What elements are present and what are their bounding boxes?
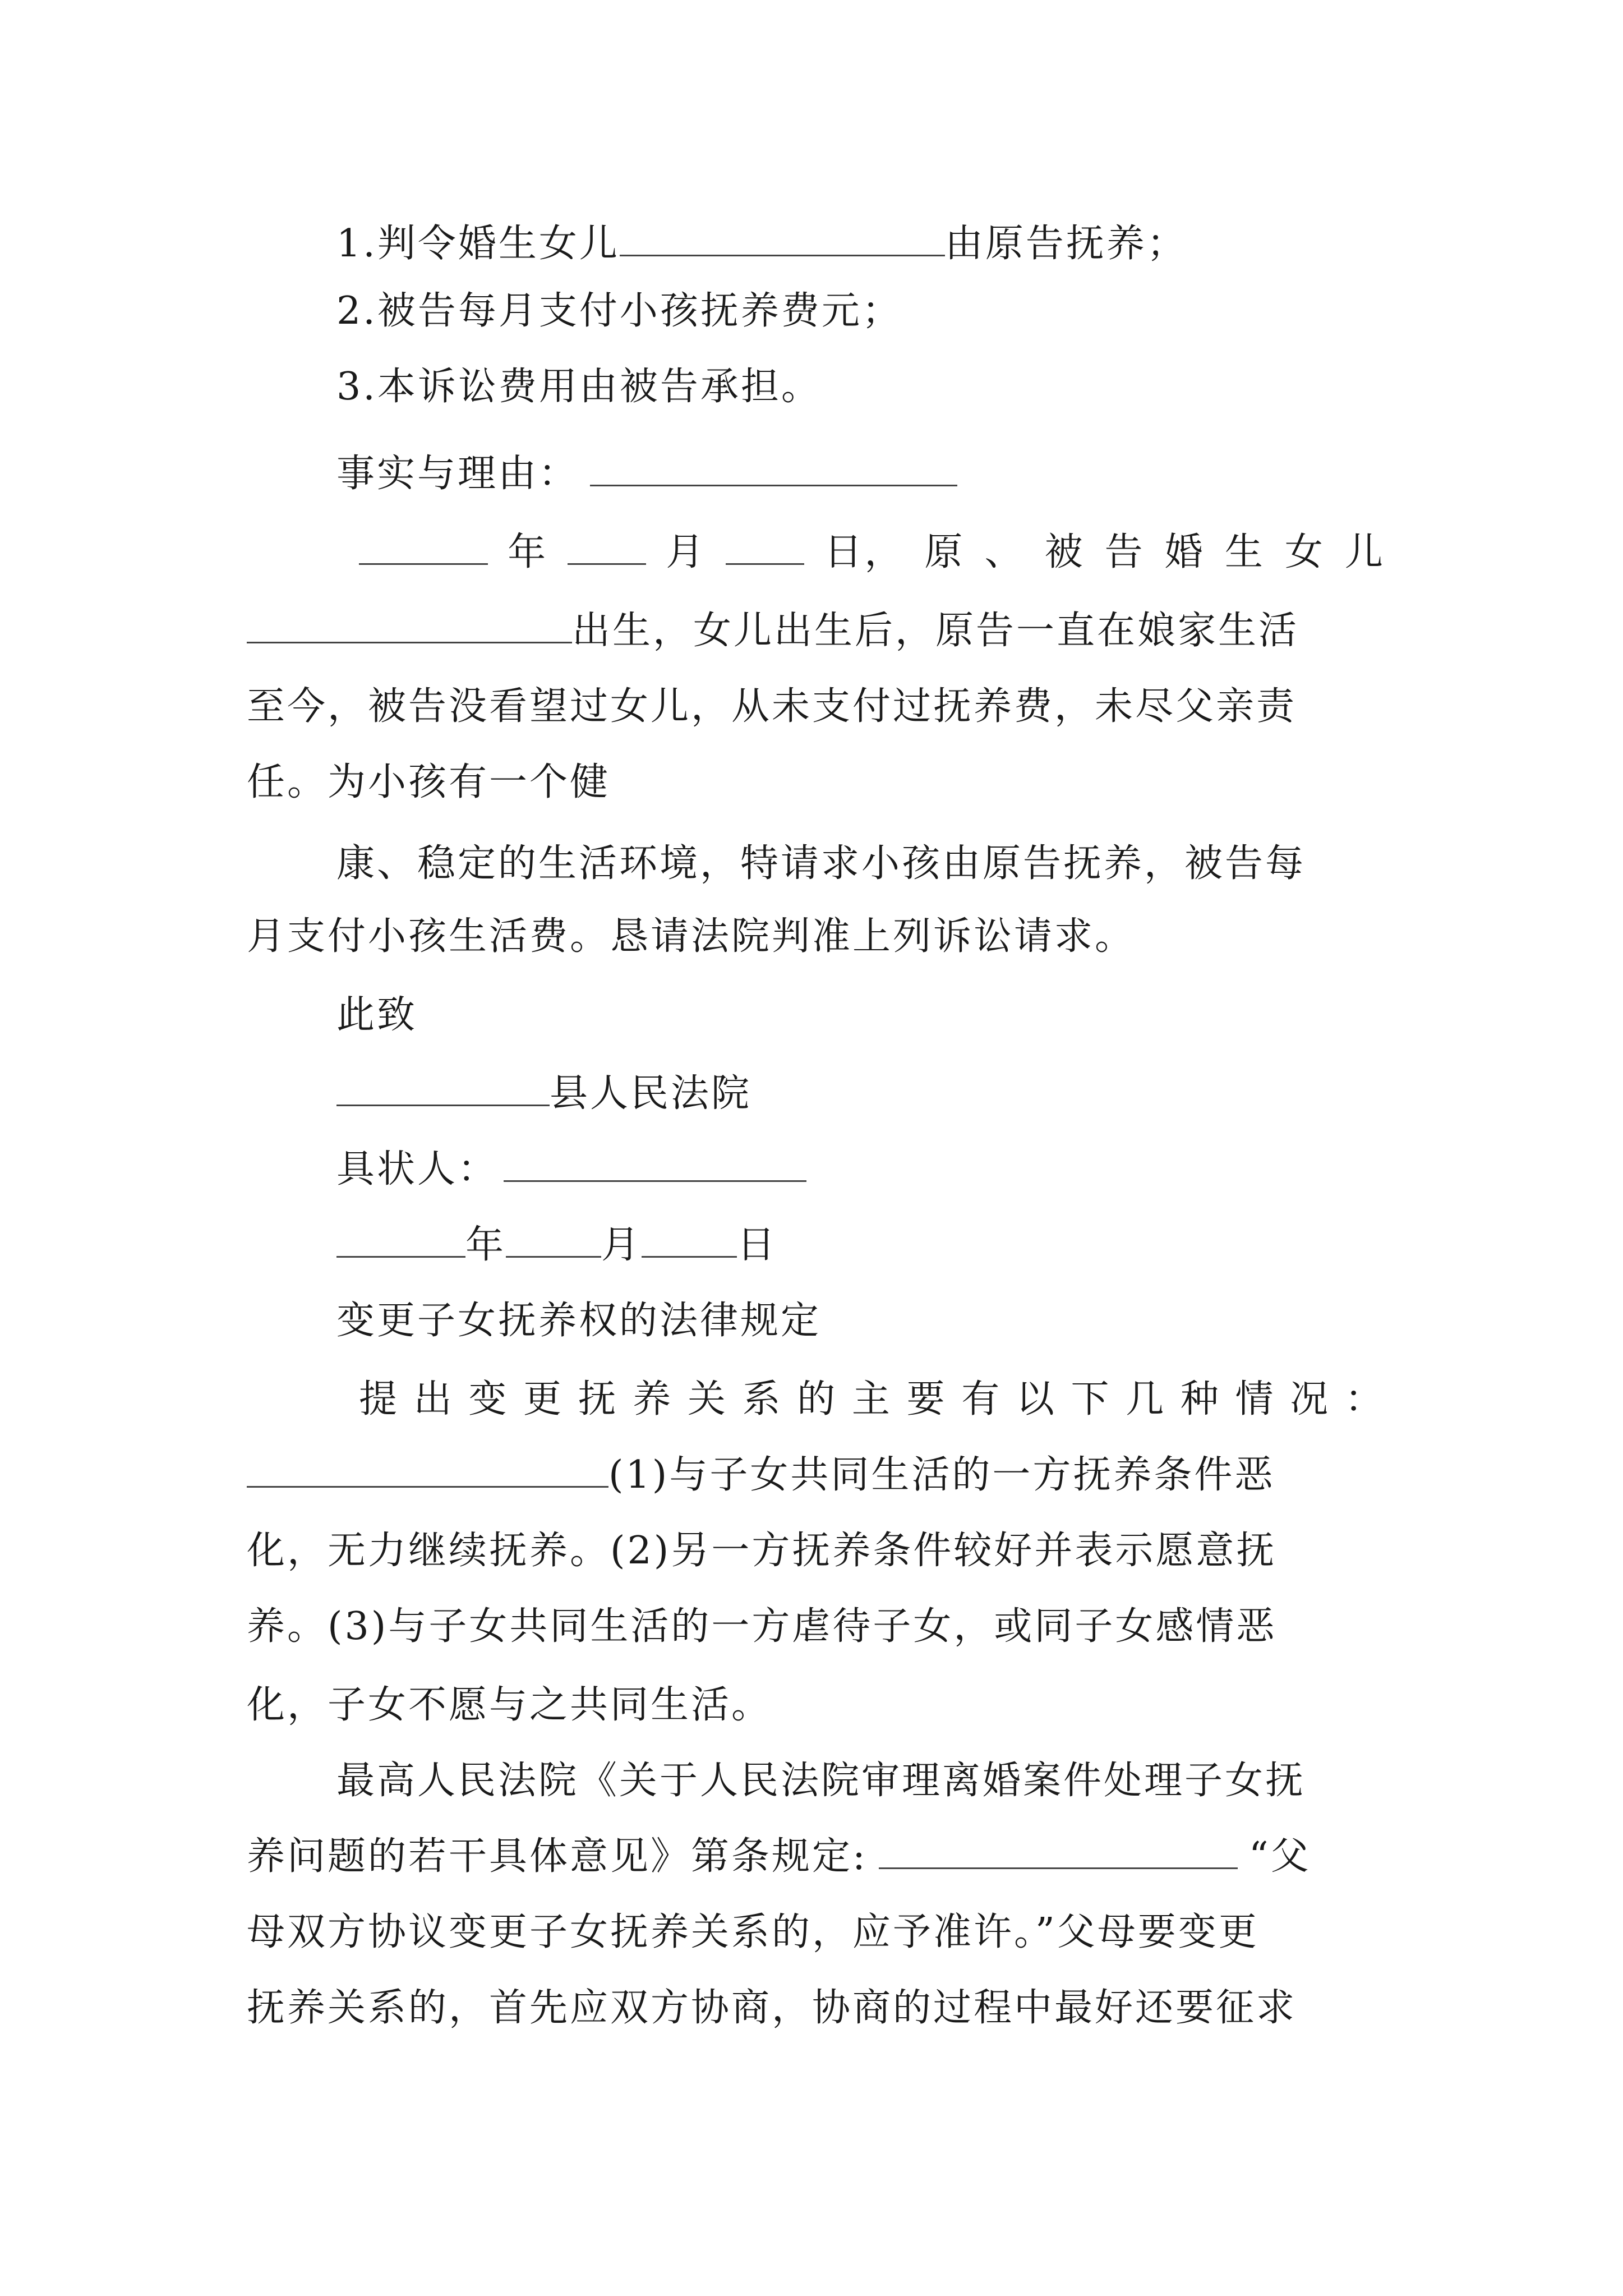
blank-month[interactable] <box>568 530 646 565</box>
date-line-char: 、 <box>984 530 1025 574</box>
request-item-1-text: 1.判令婚生女儿 <box>336 222 620 266</box>
intro-char: 变 <box>468 1377 509 1421</box>
law-line-2 <box>247 1826 1311 1888</box>
date-line-char: 生 <box>1224 530 1265 574</box>
blank-sign-year[interactable] <box>336 1222 465 1258</box>
fact-para-line-4: 任。为小孩有一个健 <box>247 760 611 804</box>
condition-line-1 <box>247 1444 1275 1506</box>
intro-char: 况 <box>1290 1377 1331 1421</box>
blank-year[interactable] <box>359 530 488 565</box>
year-char: 年 <box>508 530 548 574</box>
date-line-char: 被 <box>1044 530 1085 574</box>
intro-char: 关 <box>687 1377 728 1421</box>
condition-line-2: 化，无力继续抚养。(2)另一方抚养条件较好并表示愿意抚 <box>247 1529 1277 1573</box>
date-line-char: 女 <box>1284 530 1325 574</box>
closing-text: 此致 <box>336 993 418 1037</box>
intro-char: 情 <box>1235 1377 1276 1421</box>
intro-char: 几 <box>1126 1377 1166 1421</box>
blank-article[interactable] <box>879 1834 1238 1869</box>
law-line-1: 最高人民法院《关于人民法院审理离婚案件处理子女抚 <box>336 1759 1306 1803</box>
law-line-3: 母双方协议变更子女抚养关系的，应予准许。”父母要变更 <box>247 1910 1259 1954</box>
intro-char: 更 <box>523 1377 564 1421</box>
sign-date-line <box>336 1214 777 1276</box>
blank-county[interactable] <box>336 1071 550 1106</box>
birth-date-line <box>359 522 1385 583</box>
date-line-char: 原 <box>924 530 965 574</box>
condition-line-4: 化，子女不愿与之共同生活。 <box>247 1683 772 1727</box>
blank-daughter-name[interactable] <box>620 221 945 256</box>
date-line-char: 告 <box>1104 530 1145 574</box>
sign-month-char: 月 <box>601 1223 642 1267</box>
signer-label: 具状人： <box>336 1147 499 1191</box>
condition-line-3: 养。(3)与子女共同生活的一方虐待子女，或同子女感情恶 <box>247 1604 1277 1649</box>
fact-para2-line-1: 康、稳定的生活环境，特请求小孩由原告抚养，被告每 <box>336 841 1306 886</box>
request-item-2: 2.被告每月支付小孩抚养费元； <box>336 289 902 333</box>
court-line <box>336 1063 751 1125</box>
facts-heading <box>336 443 957 505</box>
sign-year-char: 年 <box>465 1223 506 1267</box>
intro-char: 抚 <box>578 1377 619 1421</box>
fact-para-line-2 <box>247 600 1299 662</box>
law-line-4: 抚养关系的，首先应双方协商，协商的过程中最好还要征求 <box>247 1986 1297 2030</box>
intro-char: 主 <box>851 1377 892 1421</box>
intro-char: 以 <box>1016 1377 1057 1421</box>
date-line-char: 儿 <box>1344 530 1385 574</box>
blank-sign-day[interactable] <box>642 1222 737 1258</box>
intro-char: 要 <box>906 1377 947 1421</box>
fact-para2-line-2: 月支付小孩生活费。恳请法院判准上列诉讼请求。 <box>247 914 1136 959</box>
intro-char: 的 <box>797 1377 838 1421</box>
intro-char: 出 <box>413 1377 454 1421</box>
law-line-2-text: 养问题的若干具体意见》第条规定: <box>247 1834 868 1879</box>
blank-birthplace[interactable] <box>247 608 572 643</box>
request-item-1-tail: 由原告抚养； <box>944 222 1187 266</box>
month-char: 月 <box>666 530 707 574</box>
condition-line-1-text: (1)与子女共同生活的一方抚养条件恶 <box>608 1453 1275 1497</box>
sign-day-char: 日 <box>737 1223 778 1267</box>
signer-line <box>336 1139 806 1200</box>
intro-char: 养 <box>633 1377 674 1421</box>
intro-char: ： <box>1344 1377 1385 1421</box>
section-intro <box>359 1369 1385 1430</box>
intro-char: 系 <box>742 1377 783 1421</box>
blank-day[interactable] <box>726 530 804 565</box>
blank-sign-month[interactable] <box>506 1222 601 1258</box>
fact-para-line-3: 至今，被告没看望过女儿，从未支付过抚养费，未尽父亲责 <box>247 684 1297 729</box>
day-char: 日， <box>824 530 905 574</box>
intro-char: 提 <box>359 1377 400 1421</box>
section-title: 变更子女抚养权的法律规定 <box>336 1299 822 1343</box>
law-line-2-tail: “父 <box>1248 1834 1311 1879</box>
blank-signer[interactable] <box>504 1147 806 1182</box>
request-item-3: 3.本诉讼费用由被告承担。 <box>336 365 822 409</box>
request-item-1 <box>336 213 1187 275</box>
intro-char: 有 <box>961 1377 1002 1421</box>
blank-facts[interactable] <box>590 451 957 486</box>
fact-para-line-2-text: 出生，女儿出生后，原告一直在娘家生活 <box>572 609 1299 653</box>
date-line-char: 婚 <box>1164 530 1205 574</box>
court-name: 县人民法院 <box>550 1071 752 1116</box>
blank-conditions[interactable] <box>247 1452 608 1488</box>
facts-label: 事实与理由： <box>336 452 579 496</box>
intro-char: 下 <box>1071 1377 1112 1421</box>
intro-char: 种 <box>1180 1377 1221 1421</box>
